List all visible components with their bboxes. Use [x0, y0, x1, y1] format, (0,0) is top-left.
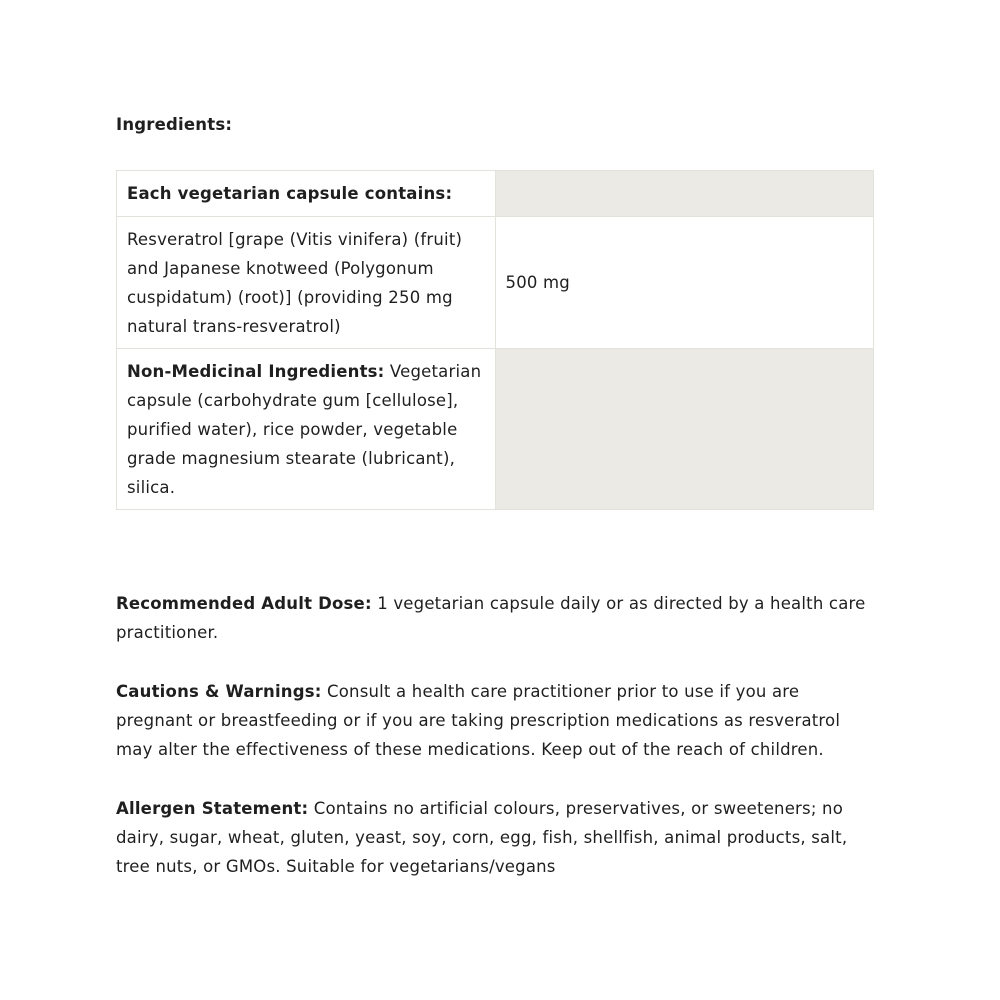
cautions-text: Consult a health care practitioner prior to use if you are pregnant or breastfeeding or if you are taking prescription medications as resveratrol may alter the effectiveness of these medications. Keep out of the reach of children. [116, 682, 841, 759]
allergen-statement [116, 794, 876, 881]
non-medicinal-label: Non-Medicinal Ingredients: [127, 361, 385, 381]
dose-label: Recommended Adult Dose: [116, 594, 372, 613]
table-row [117, 171, 874, 217]
resveratrol-amount: 500 mg [495, 217, 874, 349]
ingredients-table [116, 170, 874, 510]
cautions-label: Cautions & Warnings: [116, 682, 322, 701]
dose-text: 1 vegetarian capsule daily or as directed by a health care practitioner. [116, 594, 866, 642]
empty-shaded-cell [495, 349, 874, 510]
non-medicinal-cell [117, 349, 496, 510]
cautions-warnings [116, 677, 876, 764]
allergen-label: Allergen Statement: [116, 799, 309, 818]
ingredients-heading: Ingredients: [116, 115, 233, 134]
recommended-dose [116, 589, 876, 647]
resveratrol-description: Resveratrol [grape (Vitis vinifera) (fruit) and Japanese knotweed (Polygonum cuspidatum) (root)] (providing 250 mg natural trans-resveratrol) [117, 217, 496, 349]
empty-shaded-cell [495, 171, 874, 217]
table-row [117, 217, 874, 349]
allergen-text: Contains no artificial colours, preservatives, or sweeteners; no dairy, sugar, wheat, gluten, yeast, soy, corn, egg, fish, shellfish, animal products, salt, tree nuts, or GMOs. Suitable for vegetarians/vegans [116, 799, 848, 876]
product-info [116, 110, 876, 881]
capsule-contains-header: Each vegetarian capsule contains: [117, 171, 496, 217]
table-row [117, 349, 874, 510]
non-medicinal-text: Vegetarian capsule (carbohydrate gum [cellulose], purified water), rice powder, vegetable grade magnesium stearate (lubricant), silica. [127, 361, 482, 497]
